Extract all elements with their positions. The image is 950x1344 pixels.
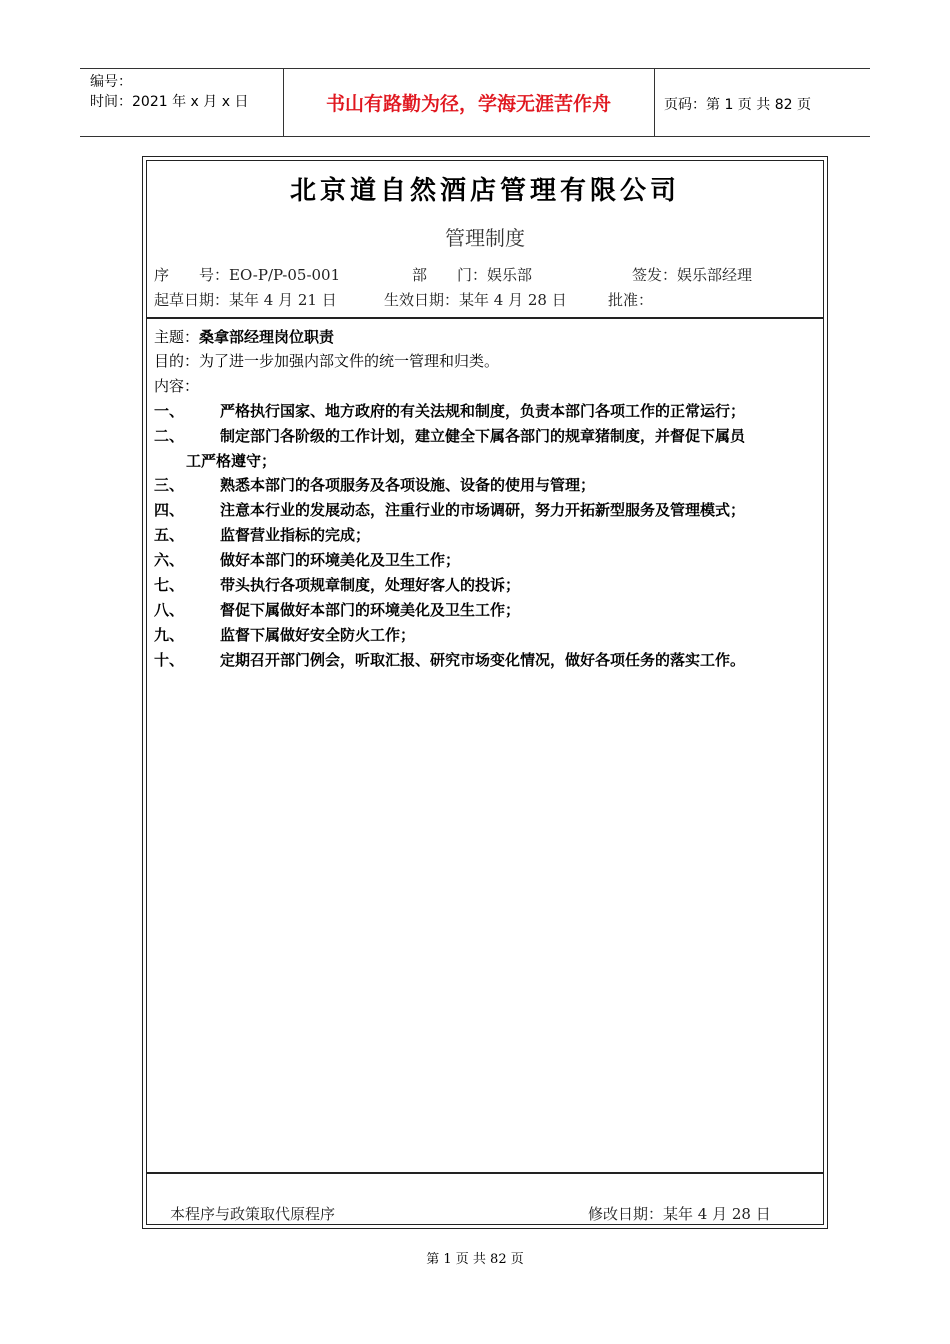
list-item-number: 十、 [154,651,185,669]
list-item-number: 四、 [154,501,185,519]
meta-signer: 签发：娱乐部经理 [632,266,753,284]
list-item-number: 七、 [154,576,185,594]
meta-approval: 批准： [608,291,654,309]
list-item-number: 三、 [154,476,185,494]
header-bottom-rule [80,136,870,137]
list-item-text: 注意本行业的发展动态，注重行业的市场调研，努力开拓新型服务及管理模式； [220,501,746,519]
footer-supersede-note: 本程序与政策取代原程序 [170,1205,336,1223]
list-item-text: 监督下属做好安全防火工作； [220,626,416,644]
meta-draft-date: 起草日期：某年 4 月 21 日 [154,291,337,309]
header-page-info: 页码：第 1 页 共 82 页 [664,97,811,113]
subject-label: 主题： [154,328,200,346]
subject-title: 桑拿部经理岗位职责 [199,328,335,346]
footer-section-divider [146,1172,824,1174]
meta-serial: 序 号：EO-P/P-05-001 [154,266,341,284]
list-item-number: 九、 [154,626,185,644]
list-item-number: 六、 [154,551,185,569]
header-time-label: 时间：2021 年 x 月 x 日 [90,94,249,110]
list-item-text: 监督营业指标的完成； [220,526,371,544]
header-section-divider [146,317,824,319]
list-item-text: 督促下属做好本部门的环境美化及卫生工作； [220,601,521,619]
list-item-number: 二、 [154,427,185,445]
list-item-text: 熟悉本部门的各项服务及各项设施、设备的使用与管理； [220,476,596,494]
header-divider-right [654,68,655,136]
document-subtitle: 管理制度 [445,226,525,250]
list-item-number: 一、 [154,402,185,420]
list-item-text: 定期召开部门例会，听取汇报、研究市场变化情况，做好各项任务的落实工作。 [220,651,746,669]
content-label: 内容： [154,377,200,395]
list-item-continuation: 工严格遵守； [186,452,277,470]
meta-effective-date: 生效日期：某年 4 月 28 日 [384,291,567,309]
list-item-text: 严格执行国家、地方政府的有关法规和制度，负责本部门各项工作的正常运行； [220,402,746,420]
meta-department: 部 门：娱乐部 [412,266,533,284]
list-item-text: 带头执行各项规章制度，处理好客人的投诉； [220,576,521,594]
purpose-line: 目的：为了进一步加强内部文件的统一管理和归类。 [154,352,500,370]
subject-line [154,326,334,347]
page-footer: 第 1 页 共 82 页 [426,1252,524,1267]
footer-revision-date: 修改日期：某年 4 月 28 日 [588,1205,771,1223]
header-motto: 书山有路勤为径，学海无涯苦作舟 [325,92,611,115]
list-item-text: 做好本部门的环境美化及卫生工作； [220,551,461,569]
company-name: 北京道自然酒店管理有限公司 [289,176,680,206]
list-item-number: 八、 [154,601,185,619]
list-item-number: 五、 [154,526,185,544]
document-frame-inner [146,160,824,1225]
list-item-text: 制定部门各阶级的工作计划，建立健全下属各部门的规章猪制度，并督促下属员 [220,427,746,445]
header-number-label: 编号： [90,74,132,90]
